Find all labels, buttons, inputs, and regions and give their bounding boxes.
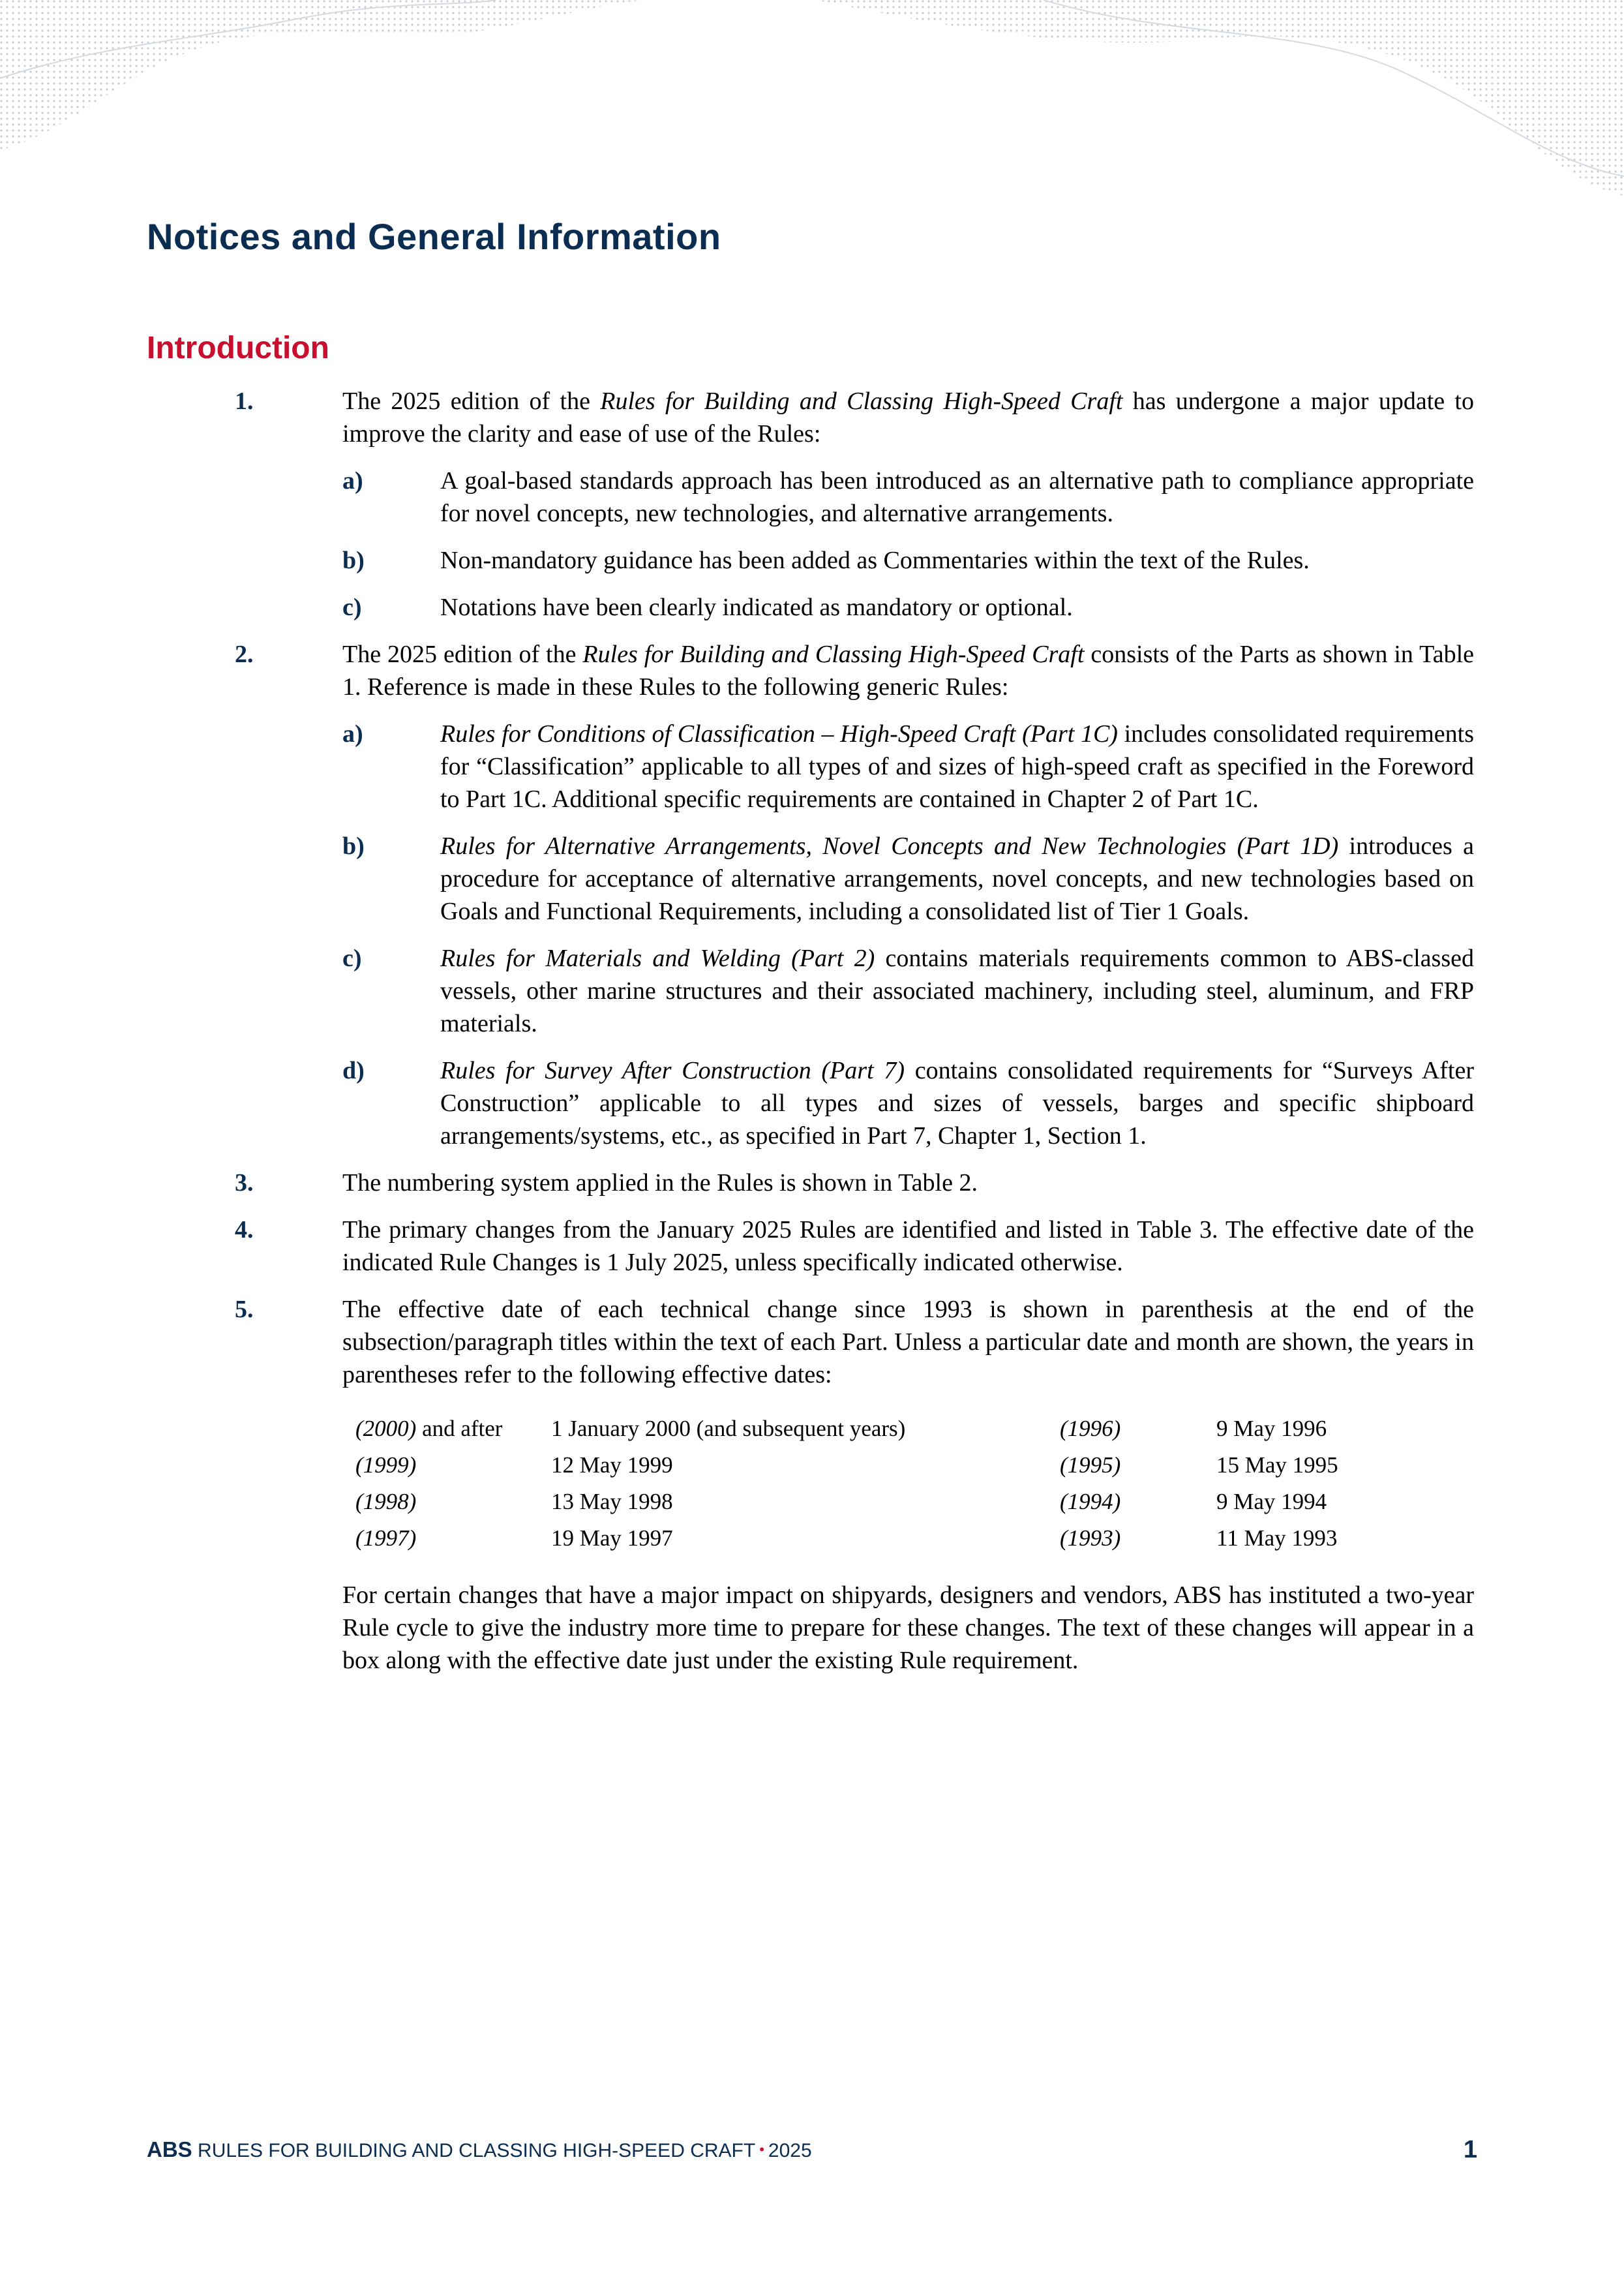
rules-title: Rules for Survey After Construction (Part 7) (440, 1057, 905, 1084)
sub-item-d (342, 1054, 1474, 1152)
page-title: Notices and General Information (147, 216, 721, 257)
item-number: 5. (235, 1296, 254, 1323)
decorative-wave-pattern (0, 0, 1624, 209)
item-number: 4. (235, 1216, 254, 1243)
sub-item-text: Rules for Materials and Welding (Part 2) contains materials requirements common to ABS-classed vessels, other marine structures and their associated machinery, including steel, aluminum, and FRP materials. (440, 945, 1474, 1037)
sub-item-letter: c) (342, 945, 362, 972)
sub-item-letter: a) (342, 720, 363, 748)
page-number: 1 (1463, 2136, 1477, 2163)
footer-brand: ABS (147, 2137, 192, 2161)
section-heading-introduction: Introduction (147, 331, 329, 365)
item-number: 1. (235, 388, 254, 415)
sub-item-text: Notations have been clearly indicated as mandatory or optional. (440, 594, 1073, 621)
effective-dates-table (355, 1411, 1412, 1557)
table-row: (2000) and after 1 January 2000 (and subsequent years) (1996) 9 May 1996 (355, 1416, 1327, 1441)
item-text: The effective date of each technical change since 1993 is shown in parenthesis at the end of the subsection/paragraph titles within the text of each Part. Unless a particular date and month are shown, the years in parentheses refer to the following effective dates: (342, 1296, 1474, 1388)
rules-title: Rules for Conditions of Classification – High-Speed Craft (Part 1C) (440, 720, 1118, 748)
sub-item-text: Rules for Conditions of Classification – High-Speed Craft (Part 1C) includes consolidated requirements for “Classification” applicable to all types of and sizes of high-speed craft as specified in the Foreword to Part 1C. Additional specific requirements are contained in Chapter 2 of Part 1C. (440, 720, 1474, 813)
sub-item-text: Non-mandatory guidance has been added as Commentaries within the text of the Rules. (440, 547, 1310, 574)
page-footer (147, 2133, 1477, 2166)
numbered-item-5 (235, 1293, 1474, 1677)
item-text: The 2025 edition of the Rules for Building and Classing High-Speed Craft has undergone a major update to improve the clarity and ease of use of the Rules: (342, 388, 1474, 448)
sub-item-text: Rules for Survey After Construction (Part 7) contains consolidated requirements for “Surveys After Construction” applicable to all types and sizes of vessels, barges and specific shipboard arrangements/systems, etc., as specified in Part 7, Chapter 1, Section 1. (440, 1057, 1475, 1150)
closing-paragraph: For certain changes that have a major impact on shipyards, designers and vendors, ABS has instituted a two-year Rule cycle to give the industry more time to prepare for these changes. The text of these changes will appear in a box along with the effective date just under the existing Rule requirement. (342, 1581, 1474, 1674)
sub-item-letter: b) (342, 832, 365, 860)
sub-item-a (342, 718, 1474, 816)
rules-title: Rules for Materials and Welding (Part 2) (440, 945, 875, 972)
sub-item-b (342, 544, 1474, 577)
footer-year: 2025 (768, 2140, 812, 2161)
sub-item-c (342, 942, 1474, 1040)
numbered-item-1 (235, 385, 1474, 624)
sub-item-letter: a) (342, 467, 363, 495)
sub-item-text: A goal-based standards approach has been introduced as an alternative path to compliance appropriate for novel concepts, new technologies, and alternative arrangements. (440, 467, 1474, 527)
sub-item-c (342, 591, 1474, 624)
sub-item-letter: c) (342, 594, 362, 621)
sub-item-letter: b) (342, 547, 365, 574)
table-row: (1998) 13 May 1998 (1994) 9 May 1994 (355, 1489, 1327, 1514)
rules-title: Rules for Building and Classing High-Speed Craft (600, 388, 1123, 415)
rules-title: Rules for Building and Classing High-Speed Craft (582, 641, 1085, 668)
numbered-item-2 (235, 638, 1474, 1152)
table-row: (1997) 19 May 1997 (1993) 11 May 1993 (355, 1525, 1338, 1551)
item-text: The 2025 edition of the Rules for Building and Classing High-Speed Craft consists of the Parts as shown in Table 1. Reference is made in these Rules to the following generic Rules: (342, 641, 1475, 701)
item-text: The numbering system applied in the Rules is shown in Table 2. (342, 1169, 978, 1197)
introduction-content (235, 385, 1474, 1691)
sub-item-text: Rules for Alternative Arrangements, Novel Concepts and New Technologies (Part 1D) introduces a procedure for acceptance of alternative arrangements, novel concepts, and new technologies based on Goals and Functional Requirements, including a consolidated list of Tier 1 Goals. (440, 832, 1475, 925)
table-row: (1999) 12 May 1999 (1995) 15 May 1995 (355, 1452, 1338, 1478)
sub-item-a (342, 465, 1474, 530)
sub-item-b (342, 830, 1474, 928)
item-text: The primary changes from the January 2025 Rules are identified and listed in Table 3. The effective date of the indicated Rule Changes is 1 July 2025, unless specifically indicated otherwise. (342, 1216, 1474, 1276)
footer-separator: • (759, 2141, 764, 2158)
rules-title: Rules for Alternative Arrangements, Novel Concepts and New Technologies (Part 1D) (440, 832, 1339, 860)
numbered-item-4 (235, 1213, 1474, 1279)
footer-title: RULES FOR BUILDING AND CLASSING HIGH-SPEED CRAFT (198, 2140, 756, 2161)
item-number: 3. (235, 1169, 254, 1197)
numbered-item-3 (235, 1167, 1474, 1199)
sub-item-letter: d) (342, 1057, 365, 1084)
item-number: 2. (235, 641, 254, 668)
